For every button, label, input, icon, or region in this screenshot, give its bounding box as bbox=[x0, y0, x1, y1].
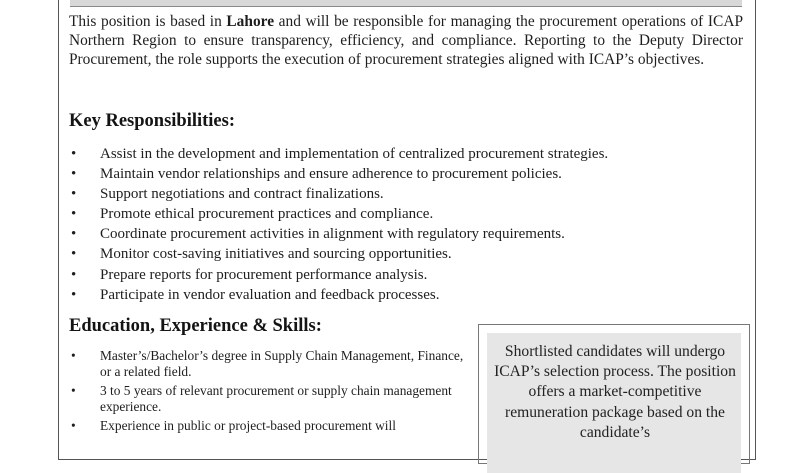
bullet-icon: • bbox=[71, 166, 77, 183]
list-item: • Experience in public or project-based procurement will bbox=[71, 418, 396, 434]
education-list bbox=[69, 348, 469, 438]
selection-callout-box bbox=[478, 324, 750, 464]
list-item: • Promote ethical procurement practices and compliance. bbox=[69, 204, 749, 224]
list-item: • Support negotiations and contract finalizations. bbox=[69, 184, 749, 204]
header-band bbox=[70, 0, 742, 7]
list-item: • Coordinate procurement activities in alignment with regulatory requirements. bbox=[69, 224, 749, 244]
list-item: • Participate in vendor evaluation and feedback processes. bbox=[69, 285, 749, 305]
callout-text: Shortlisted candidates will undergo ICAP’s selection process. The position offers a market-competitive remuneration package based on the candidate’s bbox=[494, 343, 736, 441]
bullet-icon: • bbox=[71, 266, 77, 283]
list-item: • Maintain vendor relationships and ensure adherence to procurement policies. bbox=[69, 164, 749, 184]
bullet-icon: • bbox=[71, 226, 77, 243]
bullet-icon: • bbox=[71, 206, 77, 223]
bullet-icon: • bbox=[71, 418, 76, 434]
bullet-icon: • bbox=[71, 186, 77, 203]
list-item: • 3 to 5 years of relevant procurement or supply chain management experience. bbox=[71, 383, 452, 414]
list-item: • Master’s/Bachelor’s degree in Supply Chain Management, Finance, or a related field. bbox=[71, 348, 464, 379]
list-item: • Prepare reports for procurement performance analysis. bbox=[69, 265, 749, 285]
location-text: Lahore bbox=[226, 13, 275, 30]
list-item: • Assist in the development and implementation of centralized procurement strategies. bbox=[69, 144, 749, 164]
intro-paragraph: This position is based in Lahore and will be responsible for managing the procurement operations of ICAP Northern Region to ensure transparency, efficiency, and compliance. Reporting to the Deputy Director Procurement, the role supports the execution of procurement strategies aligned with ICAP’s objectives. bbox=[69, 13, 743, 68]
bullet-icon: • bbox=[71, 146, 77, 162]
responsibilities-list bbox=[69, 144, 749, 305]
bullet-icon: • bbox=[71, 286, 77, 303]
education-heading: Education, Experience & Skills: bbox=[69, 316, 322, 336]
key-responsibilities-heading: Key Responsibilities: bbox=[69, 111, 235, 131]
list-item: • Monitor cost-saving initiatives and sourcing opportunities. bbox=[69, 244, 749, 264]
bullet-icon: • bbox=[71, 348, 76, 363]
bullet-icon: • bbox=[71, 246, 77, 263]
bullet-icon: • bbox=[71, 383, 76, 399]
